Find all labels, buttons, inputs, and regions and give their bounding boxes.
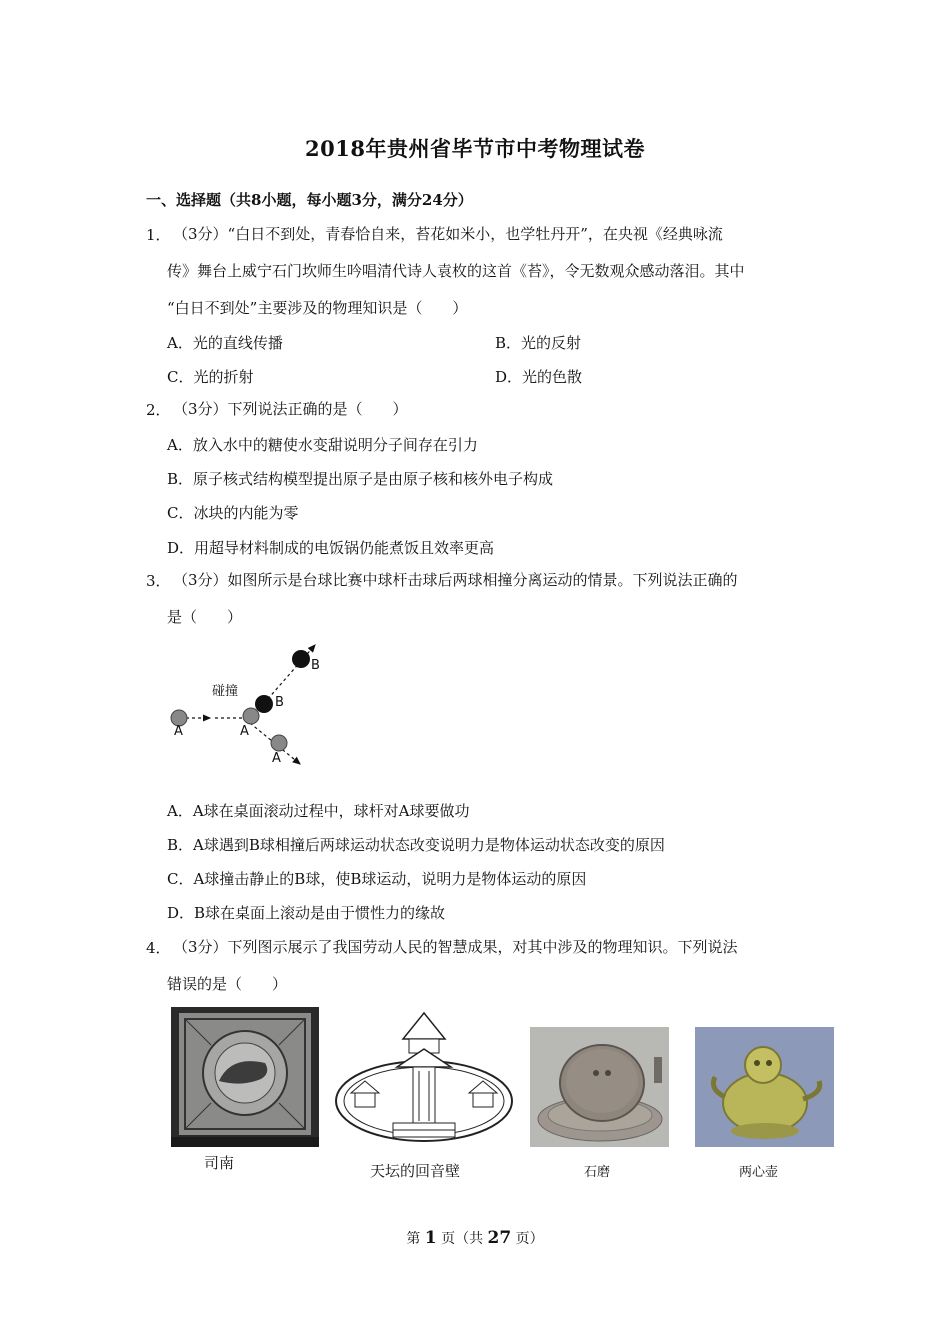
question-text: 错误的是（ ） <box>167 975 288 993</box>
ball-a-final <box>271 735 287 751</box>
image-caption: 两心壶 <box>739 1165 779 1180</box>
ball-b-contact <box>255 695 273 713</box>
image-caption: 石磨 <box>584 1165 611 1180</box>
option-c: C．光的折射 <box>167 368 254 386</box>
ball-label: B <box>311 658 320 673</box>
option-a: A．放入水中的糖使水变甜说明分子间存在引力 <box>167 436 478 454</box>
ball-a-contact <box>243 708 259 724</box>
ball-b-final <box>292 650 310 668</box>
section-heading: 一、选择题（共8小题，每小题3分，满分24分） <box>146 191 473 209</box>
sinan-image <box>171 1007 319 1147</box>
page-number: 1 <box>424 1228 437 1248</box>
question-text: （3分）如图所示是台球比赛中球杆击球后两球相撞分离运动的情景。下列说法正确的 <box>173 571 738 589</box>
ball-label: A <box>174 724 183 739</box>
footer-mid: 页（共 <box>441 1231 484 1247</box>
question-text: “白日不到处”主要涉及的物理知识是（ ） <box>167 299 468 317</box>
ball-label: B <box>275 695 284 710</box>
option-d: D．B球在桌面上滚动是由于惯性力的缘故 <box>167 904 446 922</box>
page-title: 2018年贵州省毕节市中考物理试卷 <box>305 136 645 161</box>
option-b: B．原子核式结构模型提出原子是由原子核和核外电子构成 <box>167 470 554 488</box>
question-number: 2． <box>146 401 171 419</box>
question-number: 3． <box>146 572 171 590</box>
footer-post: 页） <box>515 1231 544 1247</box>
option-b: B．A球遇到B球相撞后两球运动状态改变说明力是物体运动状态改变的原因 <box>167 836 665 854</box>
image-caption: 司南 <box>204 1154 235 1172</box>
collide-label: 碰撞 <box>212 684 239 699</box>
question-text: 是（ ） <box>167 608 243 626</box>
footer-pre: 第 <box>406 1231 421 1247</box>
page-total: 27 <box>487 1228 512 1248</box>
two-heart-pot-image <box>695 1027 834 1147</box>
option-d: D．光的色散 <box>495 368 583 386</box>
question-number: 4． <box>146 939 171 957</box>
option-b: B．光的反射 <box>495 334 582 352</box>
question-text: （3分）下列说法正确的是（ ） <box>173 400 408 418</box>
stone-mill-image <box>530 1027 669 1147</box>
ball-label: A <box>240 724 249 739</box>
page-footer <box>0 1228 950 1248</box>
question-text: （3分）“白日不到处，青春恰自来，苔花如米小，也学牡丹开”，在央视《经典咏流 <box>173 225 723 243</box>
question-text: （3分）下列图示展示了我国劳动人民的智慧成果，对其中涉及的物理知识。下列说法 <box>173 938 738 956</box>
question-number: 1． <box>146 226 171 244</box>
option-d: D．用超导材料制成的电饭锅仍能煮饭且效率更高 <box>167 539 495 557</box>
option-a: A．A球在桌面滚动过程中，球杆对A球要做功 <box>167 802 470 820</box>
option-c: C．冰块的内能为零 <box>167 504 299 522</box>
echo-wall-image <box>333 1009 515 1154</box>
image-caption: 天坛的回音壁 <box>370 1162 461 1180</box>
option-a: A．光的直线传播 <box>167 334 283 352</box>
option-c: C．A球撞击静止的B球，使B球运动，说明力是物体运动的原因 <box>167 870 587 888</box>
ball-label: A <box>272 751 281 766</box>
question-text: 传》舞台上威宁石门坎师生吟唱清代诗人袁枚的这首《苔》，令无数观众感动落泪。其中 <box>167 262 745 280</box>
